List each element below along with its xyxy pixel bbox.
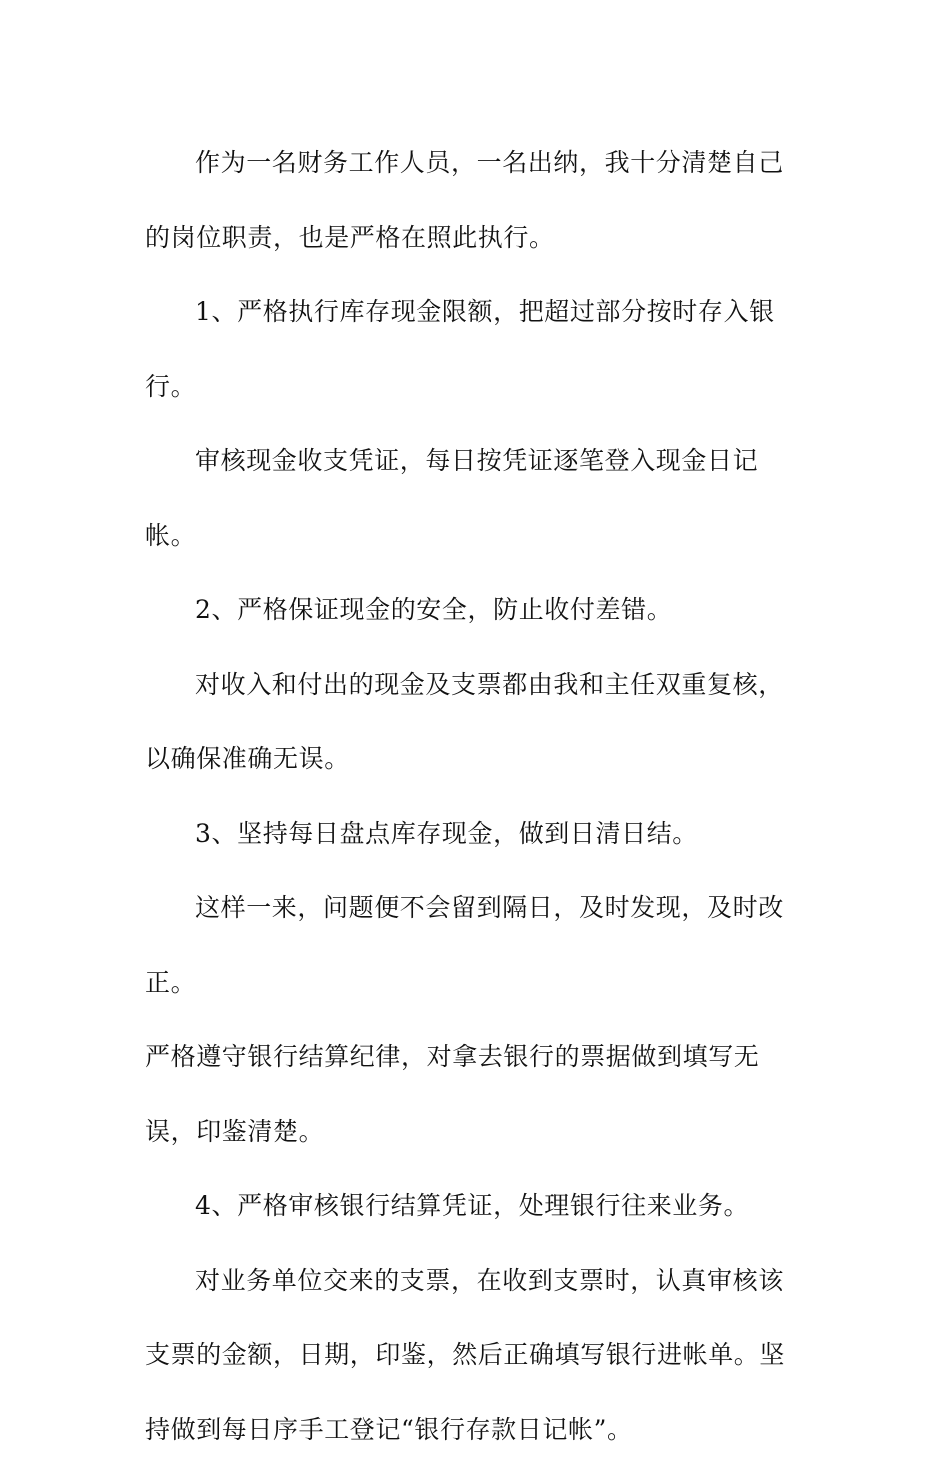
paragraph: 1、严格执行库存现金限额，把超过部分按时存入银行。 xyxy=(145,275,809,424)
paragraph: 4、严格审核银行结算凭证，处理银行往来业务。 xyxy=(145,1169,809,1244)
paragraph: 2、严格保证现金的安全，防止收付差错。 xyxy=(145,573,809,648)
paragraph: 审核现金收支凭证，每日按凭证逐笔登入现金日记帐。 xyxy=(145,424,809,573)
paragraph: 严格遵守银行结算纪律，对拿去银行的票据做到填写无误，印鉴清楚。 xyxy=(145,1020,809,1169)
paragraph: 对收入和付出的现金及支票都由我和主任双重复核，以确保准确无误。 xyxy=(145,648,809,797)
paragraph: 这样一来，问题便不会留到隔日，及时发现，及时改正。 xyxy=(145,871,809,1020)
paragraph: 3、坚持每日盘点库存现金，做到日清日结。 xyxy=(145,797,809,872)
paragraph: 作为一名财务工作人员，一名出纳，我十分清楚自己的岗位职责，也是严格在照此执行。 xyxy=(145,126,809,275)
paragraph: 对业务单位交来的支票，在收到支票时，认真审核该支票的金额，日期，印鉴，然后正确填写银行进帐单。坚持做到每日序手工登记“银行存款日记帐”。 xyxy=(145,1244,809,1467)
document-body xyxy=(145,126,809,1467)
